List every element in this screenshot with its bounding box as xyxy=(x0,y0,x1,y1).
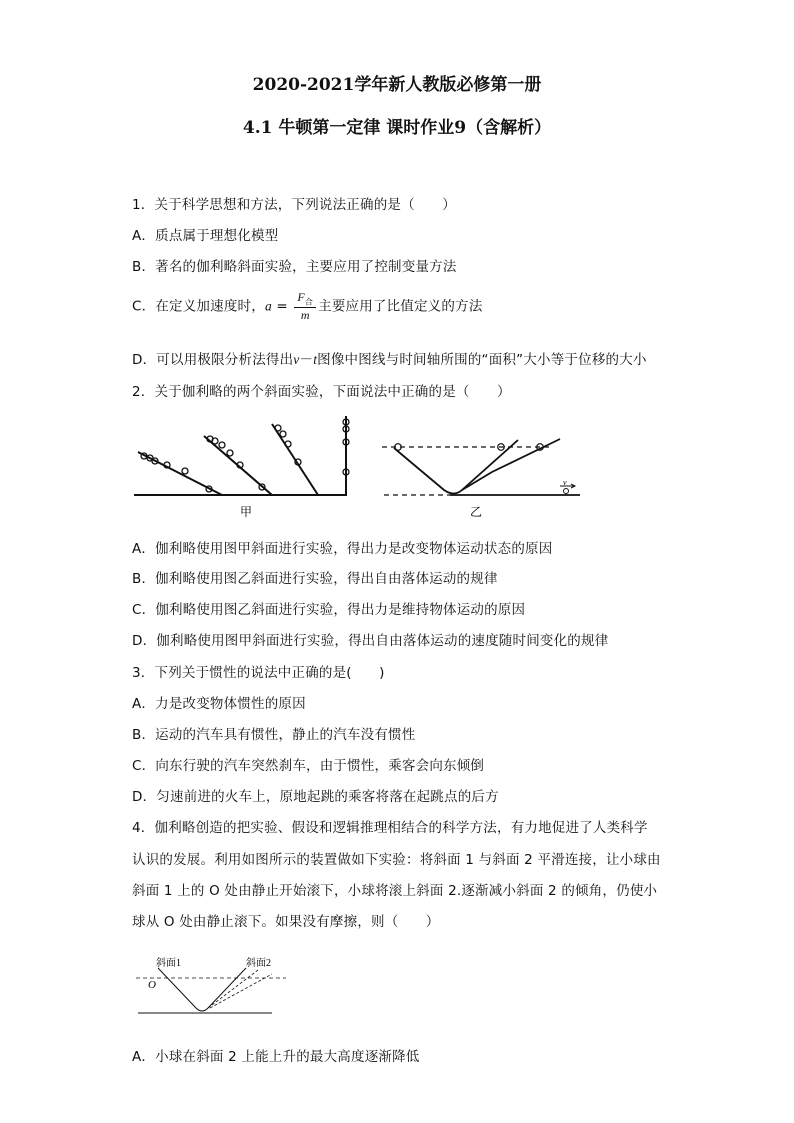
velocity-label: v xyxy=(563,478,567,487)
yi-steep-track xyxy=(394,440,518,494)
q1-stem: 1．关于科学思想和方法，下列说法正确的是（ ） xyxy=(132,197,456,213)
ball xyxy=(275,425,281,431)
document-subtitle: 4.1 牛顿第一定律 课时作业9（含解析） xyxy=(242,118,552,138)
q4-stem-line3: 斜面 1 上的 O 处由静止开始滚下，小球将滚上斜面 2.逐渐减小斜面 2 的倾角，仍使小 xyxy=(132,883,658,899)
q4-figure xyxy=(134,952,294,1018)
q3-stem: 3．下列关于惯性的说法中正确的是( ) xyxy=(132,665,385,681)
formula-dash: － xyxy=(299,352,314,368)
q4-option-a: A．小球在斜面 2 上能上升的最大高度逐渐降低 xyxy=(132,1049,420,1065)
formula-a: a xyxy=(264,298,272,314)
formula-force-subscript: 合 xyxy=(304,297,314,307)
q3-option-a: A．力是改变物体惯性的原因 xyxy=(132,696,306,712)
document-title: 2020-2021学年新人教版必修第一册 xyxy=(252,75,542,95)
q1-option-d-suffix: 图像中图线与时间轴所围的“面积”大小等于位移的大小 xyxy=(317,352,647,368)
fig-label-yi: 乙 xyxy=(470,505,483,519)
fig-label-incline1: 斜面1 xyxy=(156,958,181,969)
q1-option-c-suffix: 主要应用了比值定义的方法 xyxy=(318,298,483,315)
ball xyxy=(564,489,569,494)
q3-option-b: B．运动的汽车具有惯性，静止的汽车没有惯性 xyxy=(132,727,416,743)
formula-equals: = xyxy=(271,298,293,315)
q2-stem: 2．关于伽利略的两个斜面实验，下面说法中正确的是（ ） xyxy=(132,384,511,400)
q4-stem-line4: 球从 O 处由静止滚下。如果没有摩擦，则（ ） xyxy=(132,914,440,930)
formula-fraction xyxy=(294,290,316,323)
figure-yi xyxy=(382,439,580,495)
formula-denominator: m xyxy=(300,308,310,323)
q4-stem-line1: 4．伽利略创造的把实验、假设和逻辑推理相结合的科学方法，有力地促进了人类科学 xyxy=(132,820,648,836)
formula-numerator xyxy=(294,290,316,308)
ball xyxy=(219,442,225,448)
fig-label-o: O xyxy=(148,979,156,991)
q2-option-b: B．伽利略使用图乙斜面进行实验，得出自由落体运动的规律 xyxy=(132,571,498,587)
fig-label-jia: 甲 xyxy=(240,505,253,519)
q2-figure xyxy=(132,412,592,522)
figure-jia xyxy=(134,416,349,495)
q2-option-c: C．伽利略使用图乙斜面进行实验，得出力是维持物体运动的原因 xyxy=(132,602,526,618)
q1-option-a: A．质点属于理想化模型 xyxy=(132,228,279,244)
q1-option-c xyxy=(132,290,483,323)
q3-option-c: C．向东行驶的汽车突然刹车，由于惯性，乘客会向东倾倒 xyxy=(132,758,485,774)
ball xyxy=(227,450,233,456)
jia-incline-2 xyxy=(204,436,272,495)
jia-incline-1 xyxy=(138,452,222,495)
formula-force: F xyxy=(297,290,305,304)
ball xyxy=(182,468,188,474)
q4-stem-line2: 认识的发展。利用如图所示的装置做如下实验：将斜面 1 与斜面 2 平滑连接，让小球由 xyxy=(132,852,661,868)
ball xyxy=(280,431,286,437)
fig-label-incline2: 斜面2 xyxy=(246,958,271,969)
formula-t: t xyxy=(313,352,318,367)
q1-option-b: B．著名的伽利略斜面实验，主要应用了控制变量方法 xyxy=(132,259,457,275)
q1-option-c-prefix: C．在定义加速度时， xyxy=(132,298,265,315)
q1-option-d xyxy=(132,348,647,368)
formula-v: v xyxy=(293,352,300,367)
q3-option-d: D．匀速前进的火车上，原地起跳的乘客将落在起跳点的后方 xyxy=(132,789,499,805)
q1-option-d-prefix: D．可以用极限分析法得出 xyxy=(132,352,294,368)
q2-option-a: A．伽利略使用图甲斜面进行实验，得出力是改变物体运动状态的原因 xyxy=(132,541,553,557)
q2-option-d: D．伽利略使用图甲斜面进行实验，得出自由落体运动的速度随时间变化的规律 xyxy=(132,633,609,649)
jia-incline-3 xyxy=(272,424,318,495)
q4-track-dashed-2 xyxy=(210,974,272,1008)
q4-track-dashed-1 xyxy=(208,970,258,1008)
